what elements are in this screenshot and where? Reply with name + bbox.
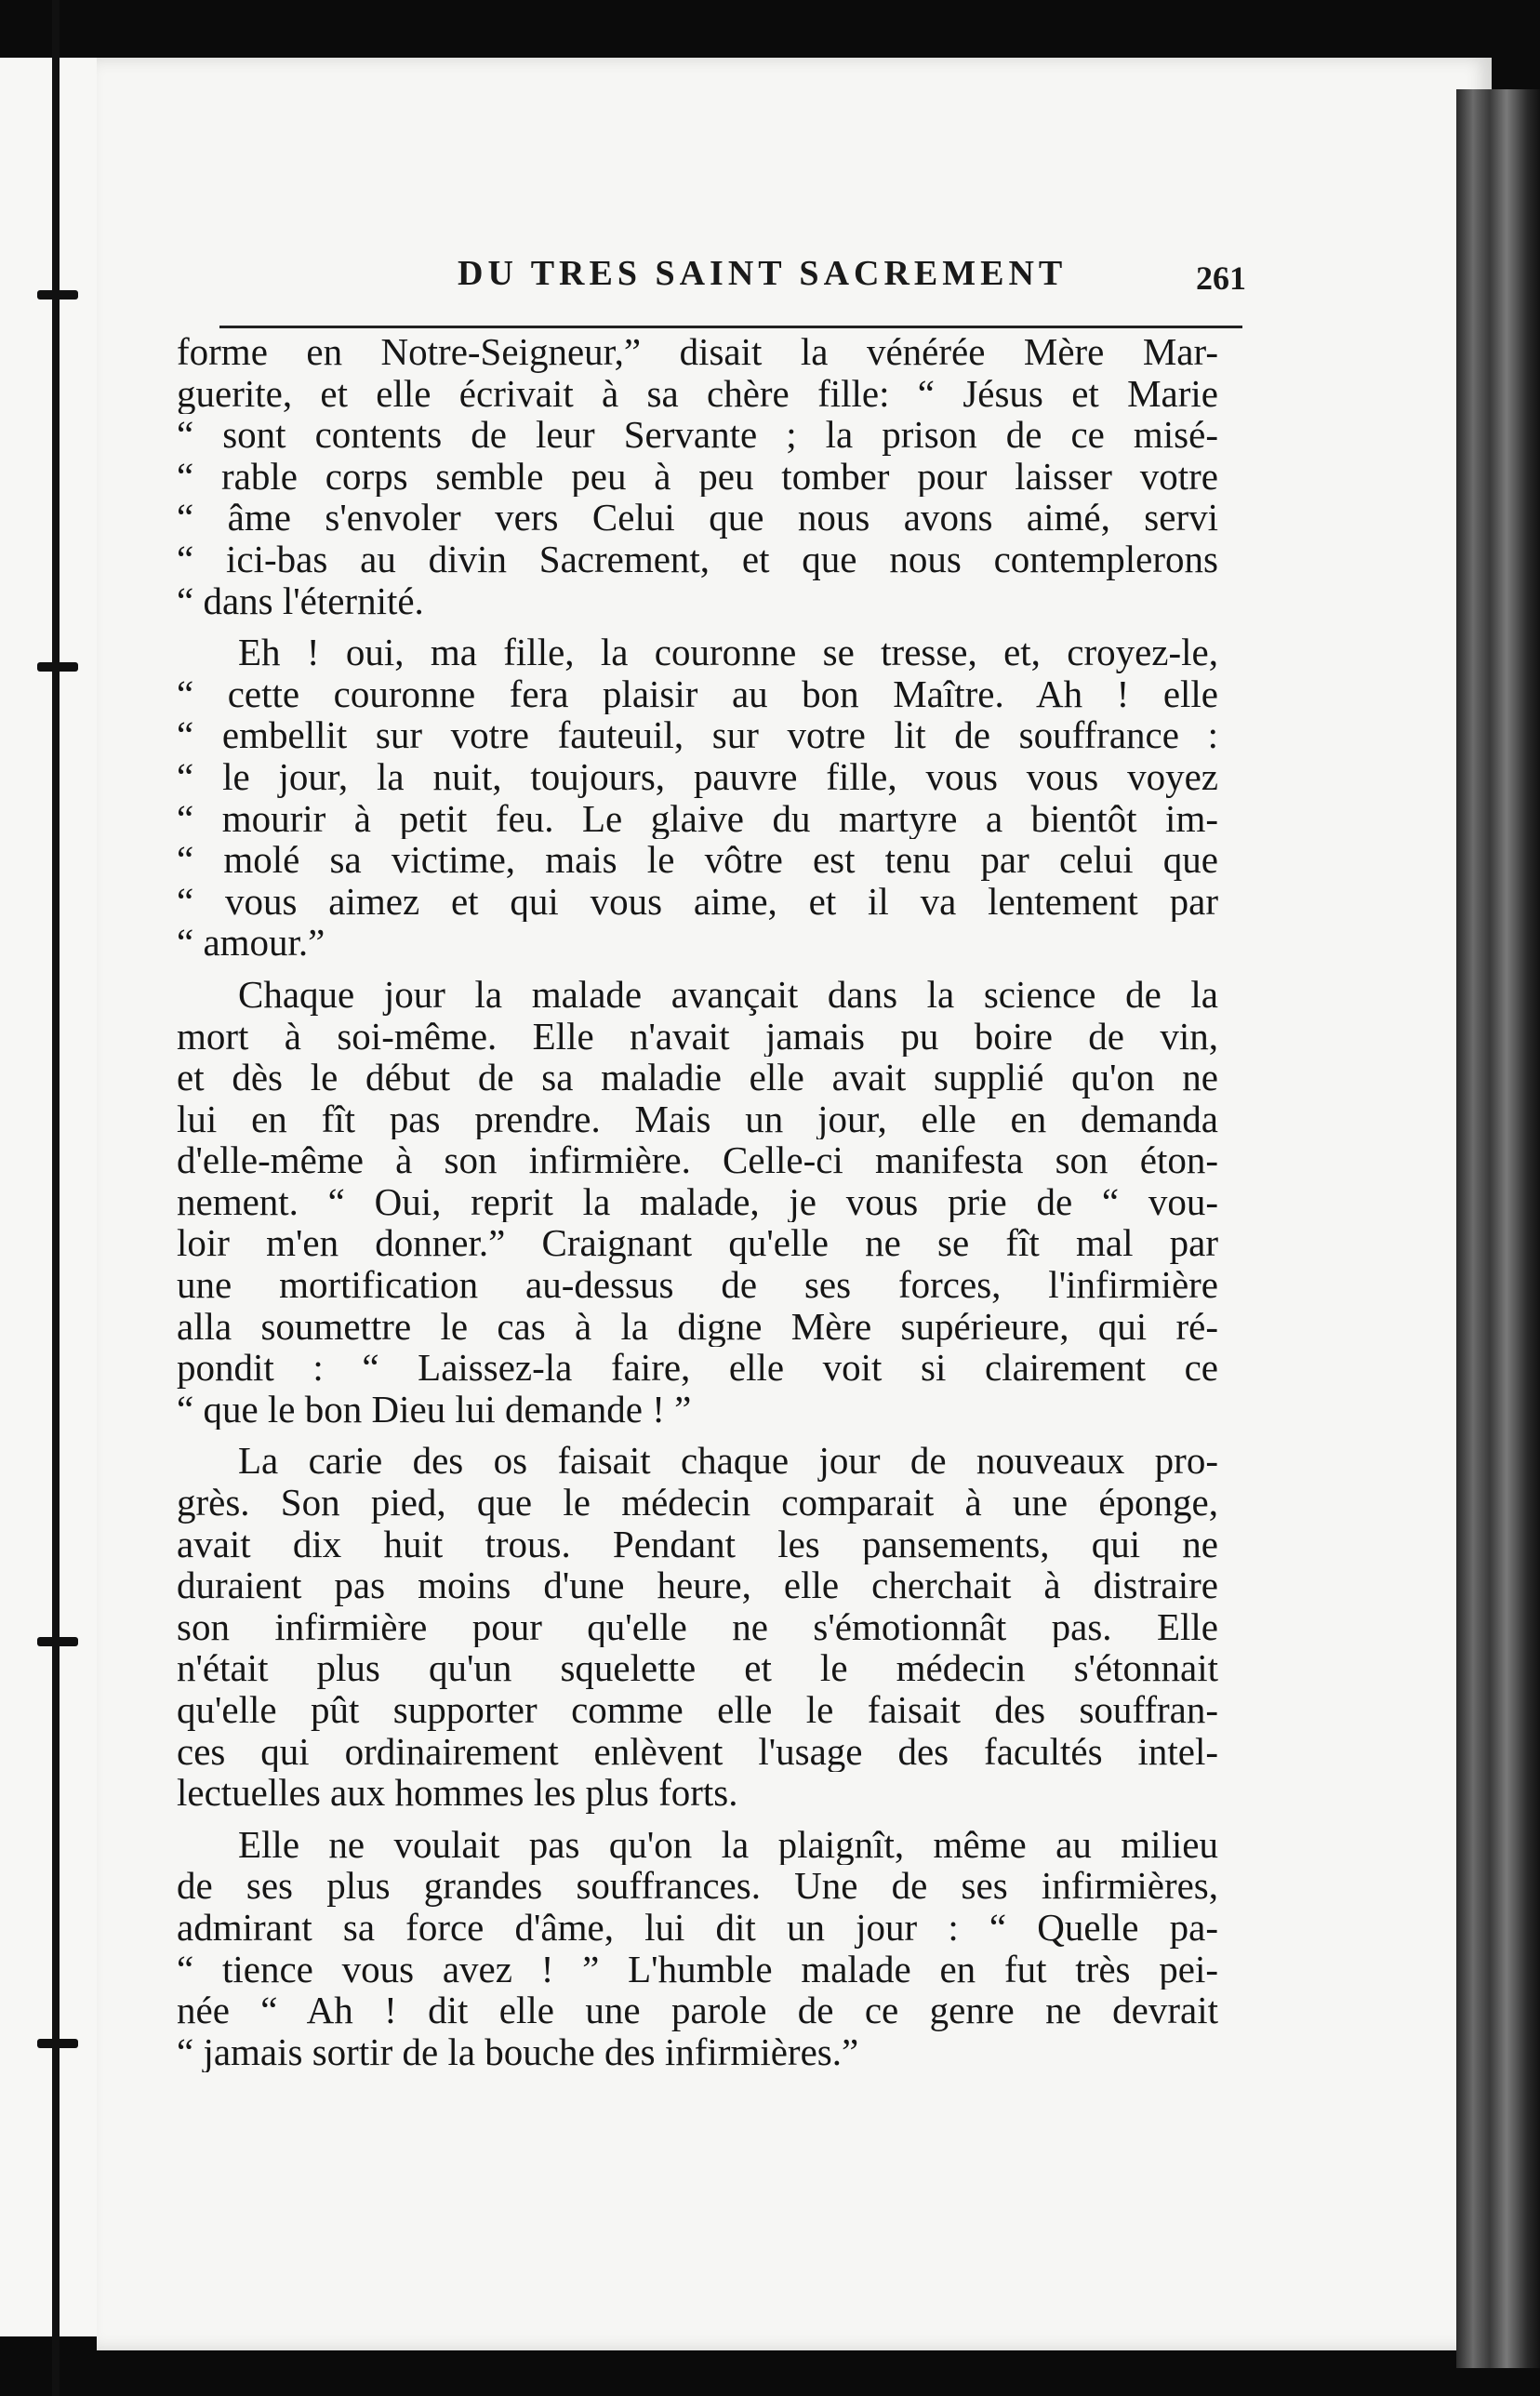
text-line: “ molé sa victime, mais le vôtre est tenu par celui que [177, 839, 1218, 881]
paragraph [177, 1440, 1218, 1813]
text-line: “ amour.” [177, 922, 325, 964]
text-line: Chaque jour la malade avançait dans la science de la [238, 973, 1218, 1016]
body-text [177, 331, 1218, 2072]
text-line: guerite, et elle écrivait à sa chère fille: “ Jésus et Marie [177, 372, 1218, 415]
text-line: “ que le bon Dieu lui demande ! ” [177, 1388, 692, 1431]
text-line: “ rable corps semble peu à peu tomber pour laisser votre [177, 455, 1218, 498]
text-line: “ vous aimez et qui vous aime, et il va lentement par [177, 880, 1218, 923]
text-line: nement. “ Oui, reprit la malade, je vous prie de “ vou- [177, 1180, 1218, 1223]
text-line: “ le jour, la nuit, toujours, pauvre fille, vous vous voyez [177, 755, 1218, 798]
text-line: née “ Ah ! dit elle une parole de ce genre ne devrait [177, 1990, 1218, 2031]
page-number: 261 [1196, 260, 1246, 297]
running-head: DU TRES SAINT SACREMENT [458, 254, 1068, 293]
text-line: “ dans l'éternité. [177, 579, 424, 622]
paragraph [177, 632, 1218, 964]
text-line: qu'elle pût supporter comme elle le faisait des souffran- [177, 1689, 1218, 1731]
text-line: “ embellit sur votre fauteuil, sur votre lit de souffrance : [177, 714, 1218, 756]
text-line: “ sont contents de leur Servante ; la prison de ce misé- [177, 414, 1218, 456]
text-line: “ mourir à petit feu. Le glaive du martyre a bientôt im- [177, 797, 1218, 840]
text-line: pondit : “ Laissez-la faire, elle voit si clairement ce [177, 1347, 1218, 1389]
text-line: “ tience vous avez ! ” L'humble malade en fut très pei- [177, 1948, 1218, 1990]
page-header [219, 251, 1246, 328]
binding-stitch [37, 2039, 78, 2048]
paragraph [177, 974, 1218, 1431]
text-line: alla soumettre le cas à la digne Mère supérieure, qui ré- [177, 1305, 1218, 1348]
text-line: forme en Notre-Seigneur,” disait la vénérée Mère Mar- [177, 331, 1218, 373]
text-line: mort à soi-même. Elle n'avait jamais pu boire de vin, [177, 1015, 1218, 1058]
text-line: son infirmière pour qu'elle ne s'émotionnât pas. Elle [177, 1605, 1218, 1648]
text-line: avait dix huit trous. Pendant les pansements, qui ne [177, 1523, 1218, 1565]
text-line: “ ici-bas au divin Sacrement, et que nous contemplerons [177, 538, 1218, 580]
text-line: lui en fît pas prendre. Mais un jour, elle en demanda [177, 1098, 1218, 1140]
text-line: de ses plus grandes souffrances. Une de ses infirmières, [177, 1865, 1218, 1907]
book-spine [52, 0, 60, 2396]
paragraph [177, 331, 1218, 621]
text-line: ces qui ordinairement enlèvent l'usage des facultés intel- [177, 1730, 1218, 1773]
text-line: et dès le début de sa maladie elle avait supplié qu'on ne [177, 1057, 1218, 1098]
text-line: n'était plus qu'un squelette et le médecin s'étonnait [177, 1647, 1218, 1689]
text-line: “ jamais sortir de la bouche des infirmières.” [177, 2030, 859, 2073]
text-line: Eh ! oui, ma fille, la couronne se tresse, et, croyez-le, [238, 632, 1218, 673]
text-line: duraient pas moins d'une heure, elle cherchait à distraire [177, 1564, 1218, 1606]
left-page-edge [0, 58, 97, 2336]
text-line: d'elle-même à son infirmière. Celle-ci manifesta son éton- [177, 1139, 1218, 1181]
text-line: “ âme s'envoler vers Celui que nous avons aimé, servi [177, 497, 1218, 539]
text-line: lectuelles aux hommes les plus forts. [177, 1772, 738, 1814]
text-line: grès. Son pied, que le médecin comparait à une éponge, [177, 1482, 1218, 1524]
text-line: “ cette couronne fera plaisir au bon Maître. Ah ! elle [177, 672, 1218, 715]
binding-stitch [37, 290, 78, 300]
binding-stitch [37, 1637, 78, 1646]
text-line: une mortification au-dessus de ses forces, l'infirmière [177, 1264, 1218, 1306]
text-line: loir m'en donner.” Craignant qu'elle ne se fît mal par [177, 1222, 1218, 1265]
paragraph [177, 1824, 1218, 2073]
binding-stitch [37, 662, 78, 672]
text-line: admirant sa force d'âme, lui dit un jour : “ Quelle pa- [177, 1906, 1218, 1949]
text-line: La carie des os faisait chaque jour de nouveaux pro- [238, 1440, 1218, 1483]
text-line: Elle ne voulait pas qu'on la plaignît, même au milieu [238, 1823, 1218, 1866]
page-stack-edge [1456, 89, 1540, 2368]
